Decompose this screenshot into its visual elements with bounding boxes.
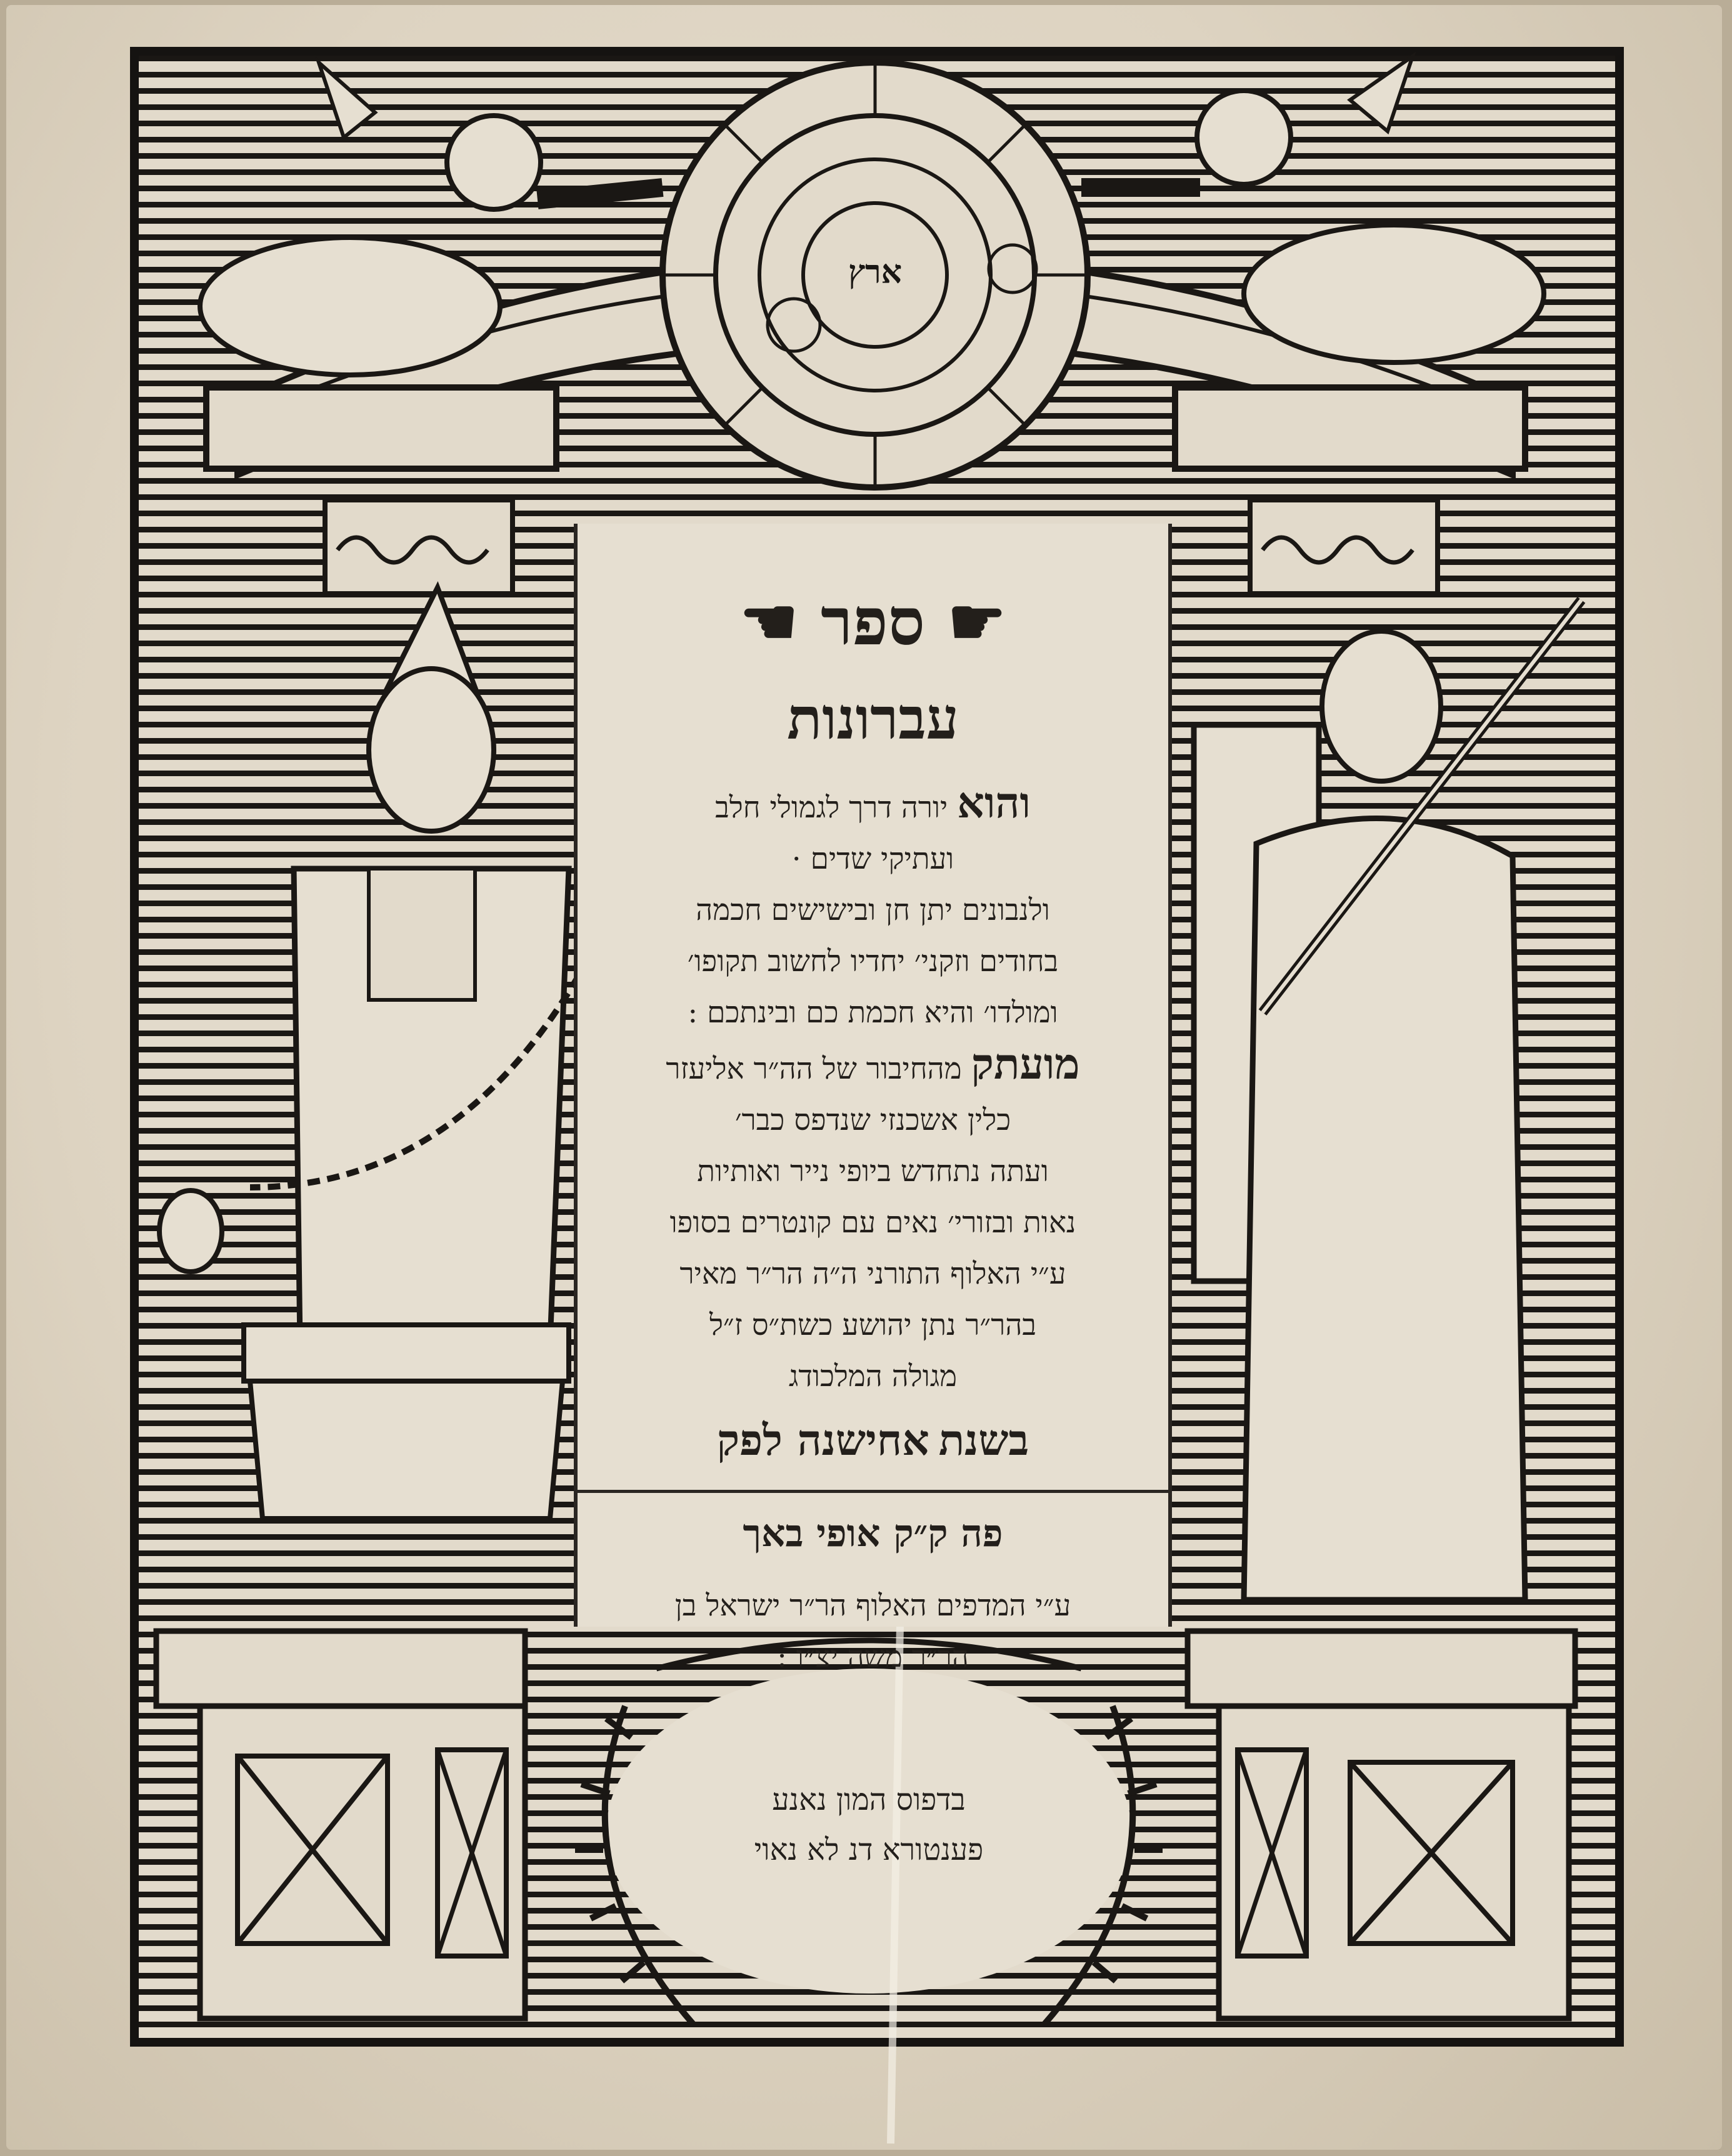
pedestal-right	[1188, 1631, 1575, 2019]
book-word: ☛ ספר ☚	[739, 583, 1006, 660]
title-text-panel	[574, 524, 1172, 1674]
entablature-left	[206, 387, 556, 469]
text-line-4: בחודים וזקני׳ יחדיו לחשוב תקופו׳	[687, 944, 1059, 979]
divider-rule	[578, 1490, 1168, 1493]
book-title: עברונות	[787, 685, 959, 752]
text-line-12: מגולה המלכודג	[788, 1359, 958, 1394]
text-line-8: ועתה נתחדש ביופי נייר ואותיות	[697, 1154, 1049, 1189]
printer-line-1: ע״י המדפים האלוף הר״ר ישראל בן	[674, 1589, 1071, 1623]
text-line-1: והוא יורה דרך לגמולי חלב	[715, 778, 1031, 828]
text-line-2: ועתיקי שדים ·	[791, 842, 954, 876]
globe-center-label: ארץ	[848, 253, 903, 291]
place-line: פה ק״ק אופי באך	[743, 1512, 1003, 1555]
text-line-9: נאות ובזורי׳ נאים עם קונטרים בסופו	[669, 1205, 1076, 1240]
text-line-7: כלין אשכנזי שנדפס כבר׳	[734, 1103, 1011, 1137]
capital-right	[1250, 500, 1438, 594]
printer-line-2: הר״ר משה יצ״ו :	[777, 1640, 969, 1674]
wreath-imprint	[675, 1775, 1063, 1875]
figure-moses	[1194, 600, 1581, 1600]
pointing-hand-icon: ☚	[739, 583, 798, 660]
text-line-5: ומולדו׳ והיא חכמת כם ובינתכם :	[688, 996, 1058, 1030]
text-line-3: ולנבונים יתן חן ובישישים חכמה	[696, 893, 1050, 927]
pedestal-left	[156, 1631, 525, 2019]
text-line-10: ע״י האלוף התורני ה״ה הר״ר מאיר	[679, 1257, 1066, 1291]
capital-left	[325, 500, 513, 594]
figure-aaron	[159, 587, 631, 1519]
year-line: בשנת אחישנה לפק	[716, 1415, 1029, 1465]
text-line-11: בהר״ר נתן יהושע כשת״ס ז״ל	[709, 1308, 1037, 1342]
wreath-line-2: פענטורא דנ לא נאוי	[754, 1832, 984, 1867]
text-line-6: מועתק מהחיבור של הה״ר אליעזר	[666, 1039, 1080, 1089]
pointing-hand-icon: ☛	[948, 583, 1006, 660]
entablature-right	[1175, 387, 1525, 469]
wreath-line-1: בדפוס המון נאנע	[772, 1782, 966, 1817]
